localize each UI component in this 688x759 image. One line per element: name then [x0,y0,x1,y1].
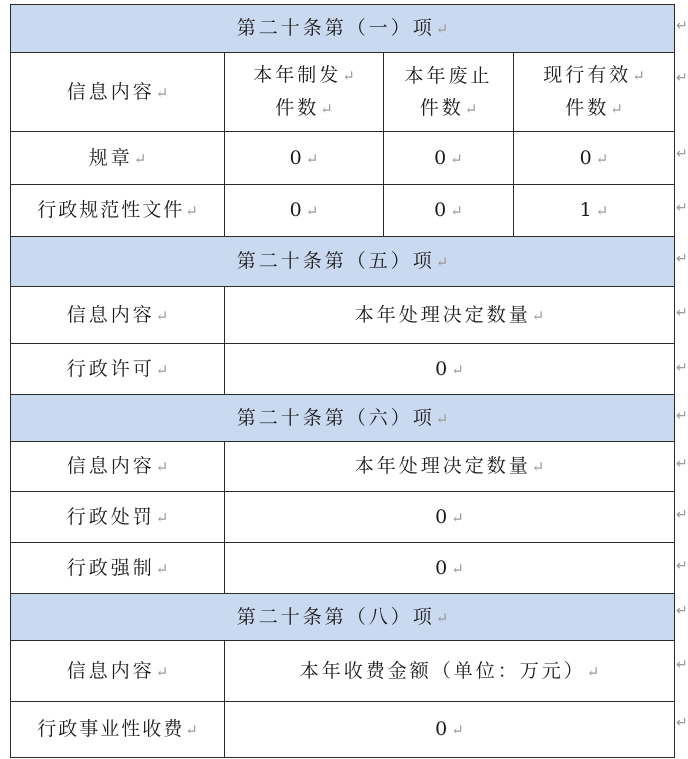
table-row [11,132,675,185]
return-mark-icon: ↵ [451,360,464,379]
return-mark-icon: ↵ [342,67,355,85]
return-mark-icon: ↵ [450,149,463,168]
return-mark-icon: ↵ [155,508,169,527]
table-row [11,344,675,395]
return-mark-icon: ↵ [435,20,449,38]
disclosure-table [10,4,675,758]
return-mark-icon: ↵ [610,100,623,118]
table-row [11,702,675,758]
return-mark-icon: ↵ [155,662,169,681]
return-mark-icon: ↵ [451,559,464,578]
row-end-mark-icon: ↵ [676,70,688,86]
row-label: 行政许可↵ [11,344,225,395]
section-title-1: 第二十条第（一）项↵ [11,5,675,53]
header-info-content: 信息内容↵ [11,442,225,492]
table-row [11,492,675,543]
row-value: 1↵ [514,185,675,237]
return-mark-icon: ↵ [451,508,464,527]
row-end-mark-icon: ↵ [676,18,688,34]
row-value: 0↵ [225,185,384,237]
return-mark-icon: ↵ [451,721,464,739]
row-end-mark-icon: ↵ [676,200,688,216]
section-title-5: 第二十条第（五）项↵ [11,237,675,287]
return-mark-icon: ↵ [586,662,600,681]
row-value: 0↵ [225,702,675,758]
return-mark-icon: ↵ [185,202,198,220]
row-value: 0↵ [225,543,675,594]
row-end-mark-icon: ↵ [676,251,688,267]
section-title-8: 第二十条第（八）项↵ [11,594,675,641]
return-mark-icon: ↵ [155,559,169,578]
return-mark-icon: ↵ [595,202,609,220]
header-abolished-count: 本年废止 件数↵ [384,53,514,132]
row-end-mark-icon: ↵ [676,657,688,673]
return-mark-icon: ↵ [595,149,609,168]
return-mark-icon: ↵ [305,149,319,168]
return-mark-icon: ↵ [450,202,463,220]
row-end-mark-icon: ↵ [676,715,688,731]
row-end-mark-icon: ↵ [676,146,688,162]
header-valid-count: 现行有效↵ 件数↵ [514,53,675,132]
return-mark-icon: ↵ [305,202,319,220]
header-decision-count: 本年处理决定数量↵ [225,442,675,492]
row-end-mark-icon: ↵ [676,603,688,619]
return-mark-icon: ↵ [185,721,198,739]
row-end-mark-icon: ↵ [676,305,688,321]
row-value: 0↵ [384,132,514,185]
row-label: 规章↵ [11,132,225,185]
return-mark-icon: ↵ [155,83,169,102]
header-decision-count: 本年处理决定数量↵ [225,287,675,344]
return-mark-icon: ↵ [632,67,645,85]
row-value: 0↵ [225,344,675,395]
row-value: 0↵ [225,492,675,543]
row-value: 0↵ [514,132,675,185]
row-end-mark-icon: ↵ [676,408,688,424]
return-mark-icon: ↵ [435,409,449,428]
row-label: 行政规范性文件↵ [11,185,225,237]
row-end-mark-icon: ↵ [676,456,688,472]
return-mark-icon: ↵ [133,149,147,168]
table-row [11,543,675,594]
return-mark-icon: ↵ [531,458,545,476]
return-mark-icon: ↵ [320,100,333,118]
return-mark-icon: ↵ [435,608,449,627]
row-end-mark-icon: ↵ [676,360,688,376]
table-row [11,185,675,237]
return-mark-icon: ↵ [435,253,449,271]
return-mark-icon: ↵ [155,306,169,325]
header-fee-amount: 本年收费金额（单位：万元）↵ [225,641,675,702]
row-label: 行政事业性收费↵ [11,702,225,758]
row-end-mark-icon: ↵ [676,558,688,574]
header-issued-count: 本年制发↵ 件数↵ [225,53,384,132]
row-end-mark-icon: ↵ [676,507,688,523]
row-label: 行政处罚↵ [11,492,225,543]
return-mark-icon: ↵ [155,360,169,379]
header-info-content: 信息内容↵ [11,287,225,344]
row-label: 行政强制↵ [11,543,225,594]
section-title-6: 第二十条第（六）项↵ [11,395,675,442]
return-mark-icon: ↵ [531,306,545,325]
return-mark-icon: ↵ [464,99,478,118]
row-value: 0↵ [225,132,384,185]
header-info-content: 信息内容↵ [11,53,225,132]
return-mark-icon: ↵ [155,458,169,476]
header-info-content: 信息内容↵ [11,641,225,702]
row-value: 0↵ [384,185,514,237]
